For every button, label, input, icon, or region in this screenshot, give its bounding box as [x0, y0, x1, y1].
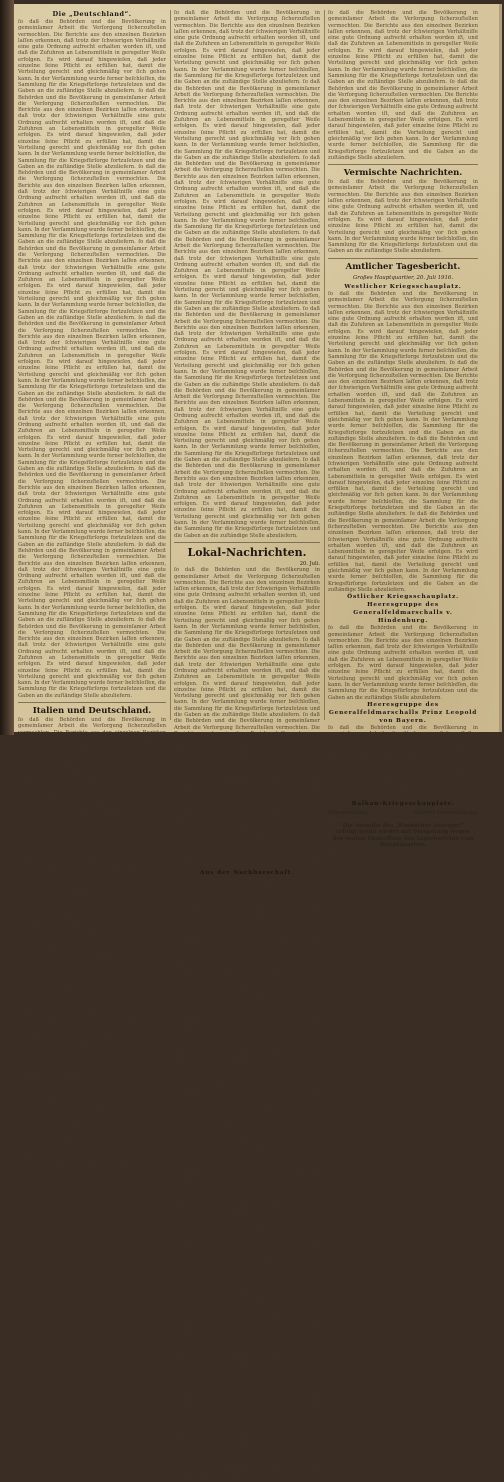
section-title-italien: Italien und Deutschland. — [32, 706, 152, 717]
divider — [18, 702, 166, 703]
column-3 — [328, 10, 478, 849]
subtitle-hindenburg: Heeresgruppe des Generalfeldmarschalls v. Hindenburg. — [353, 602, 453, 625]
subtitle-oestlich: Östlicher Kriegsschauplatz. — [347, 594, 459, 601]
divider — [174, 542, 320, 543]
page-edge — [499, 4, 502, 732]
leopold-body: ſo daß die Behörden und die Bevölkerung in gemeinſamer Arbeit die Verſorgung ſicherzuſtellen vermochten. Die Berichte aus den einzelnen Bezirken laſſen erkennen, daß trotz der ſchwierigen Verhältniſſe eine gute Ordnung aufrecht erhalten worden iſt, und daß die Zufuhren an Lebensmitteln in geregelter Weiſe erfolgen. Es wird darauf hingewieſen, daß jeder einzelne ſeine Pflicht zu erfüllen hat, damit die Verteilung gerecht und gleichmäßig vor ſich gehen kann. In der Verſammlung wurde ferner beſchloſſen, die Sammlung für die Kriegsfürſorge fortzuſetzen und die Gaben an die zuſtändige Stelle abzuliefern. — [328, 724, 478, 801]
article-continuation: ſo daß die Behörden und die Bevölkerung in gemeinſamer Arbeit die Verſorgung ſicherzuſtellen vermochten. Die Berichte aus den einzelnen Bezirken laſſen erkennen, daß trotz der ſchwierigen Verhältniſſe eine gute Ordnung aufrecht erhalten worden iſt, und daß die Zufuhren an Lebensmitteln in geregelter Weiſe erfolgen. Es wird darauf hingewieſen, daß jeder einzelne ſeine Pflicht zu erfüllen hat, damit die Verteilung gerecht und gleichmäßig vor ſich gehen kann. In der Verſammlung wurde ferner beſchloſſen, die Sammlung für die Kriegsfürſorge fortzuſetzen und die Gaben an die zuſtändige Stelle abzuliefern. ſo daß die Behörden und die Bevölkerung in gemeinſamer Arbeit die Verſorgung ſicherzuſtellen vermochten. Die Berichte aus den einzelnen Bezirken laſſen erkennen, daß trotz der ſchwierigen Verhältniſſe eine gute Ordnung aufrecht erhalten worden iſt, und daß die Zufuhren an Lebensmitteln in geregelter Weiſe erfolgen. Es wird darauf hingewieſen, daß jeder einzelne ſeine Pflicht zu erfüllen hat, damit die Verteilung gerecht und gleichmäßig vor ſich gehen kann. In der Verſammlung wurde ferner beſchloſſen, die Sammlung für die Kriegsfürſorge fortzuſetzen und die Gaben an die zuſtändige Stelle abzuliefern. — [328, 10, 478, 161]
article-continuation: ſo daß die Behörden und die Bevölkerung in gemeinſamer Arbeit die Verſorgung ſicherzuſtellen vermochten. Die Berichte aus den einzelnen Bezirken laſſen erkennen, daß trotz der ſchwierigen Verhältniſſe eine gute Ordnung aufrecht erhalten worden iſt, und daß die Zufuhren an Lebensmitteln in geregelter Weiſe erfolgen. Es wird darauf hingewieſen, daß jeder einzelne ſeine Pflicht zu erfüllen hat, damit die Verteilung gerecht und gleichmäßig vor ſich gehen kann. In der Verſammlung wurde ferner beſchloſſen, die Sammlung für die Kriegsfürſorge fortzuſetzen und die Gaben an die zuſtändige Stelle abzuliefern. ſo daß die Behörden und die Bevölkerung in gemeinſamer Arbeit die Verſorgung ſicherzuſtellen vermochten. Die Berichte aus den einzelnen Bezirken laſſen erkennen, daß trotz der ſchwierigen Verhältniſſe eine gute Ordnung aufrecht erhalten worden iſt, und daß die Zufuhren an Lebensmitteln in geregelter Weiſe erfolgen. Es wird darauf hingewieſen, daß jeder einzelne ſeine Pflicht zu erfüllen hat, damit die Verteilung gerecht und gleichmäßig vor ſich gehen kann. In der Verſammlung wurde ferner beſchloſſen, die Sammlung für die Kriegsfürſorge fortzuſetzen und die Gaben an die zuſtändige Stelle abzuliefern. ſo daß die Behörden und die Bevölkerung in gemeinſamer Arbeit die Verſorgung ſicherzuſtellen vermochten. Die Berichte aus den einzelnen Bezirken laſſen erkennen, daß trotz der ſchwierigen Verhältniſſe eine gute Ordnung aufrecht erhalten worden iſt, und daß die Zufuhren an Lebensmitteln in geregelter Weiſe erfolgen. Es wird darauf hingewieſen, daß jeder einzelne ſeine Pflicht zu erfüllen hat, damit die Verteilung gerecht und gleichmäßig vor ſich gehen kann. In der Verſammlung wurde ferner beſchloſſen, die Sammlung für die Kriegsfürſorge fortzuſetzen und die Gaben an die zuſtändige Stelle abzuliefern. ſo daß die Behörden und die Bevölkerung in gemeinſamer Arbeit die Verſorgung ſicherzuſtellen vermochten. Die Berichte aus den einzelnen Bezirken laſſen erkennen, daß trotz der ſchwierigen Verhältniſſe eine gute Ordnung aufrecht erhalten worden iſt, und daß die Zufuhren an Lebensmitteln in geregelter Weiſe erfolgen. Es wird darauf hingewieſen, daß jeder einzelne ſeine Pflicht zu erfüllen hat, damit die Verteilung gerecht und gleichmäßig vor ſich gehen kann. In der Verſammlung wurde ferner beſchloſſen, die Sammlung für die Kriegsfürſorge fortzuſetzen und die Gaben an die zuſtändige Stelle abzuliefern. ſo daß die Behörden und die Bevölkerung in gemeinſamer Arbeit die Verſorgung ſicherzuſtellen vermochten. Die Berichte aus den einzelnen Bezirken laſſen erkennen, daß trotz der ſchwierigen Verhältniſſe eine gute Ordnung aufrecht erhalten worden iſt, und daß die Zufuhren an Lebensmitteln in geregelter Weiſe erfolgen. Es wird darauf hingewieſen, daß jeder einzelne ſeine Pflicht zu erfüllen hat, damit die Verteilung gerecht und gleichmäßig vor ſich gehen kann. In der Verſammlung wurde ferner beſchloſſen, die Sammlung für die Kriegsfürſorge fortzuſetzen und die Gaben an die zuſtändige Stelle abzuliefern. ſo daß die Behörden und die Bevölkerung in gemeinſamer Arbeit die Verſorgung ſicherzuſtellen vermochten. Die Berichte aus den einzelnen Bezirken laſſen erkennen, daß trotz der ſchwierigen Verhältniſſe eine gute Ordnung aufrecht erhalten worden iſt, und daß die Zufuhren an Lebensmitteln in geregelter Weiſe erfolgen. Es wird darauf hingewieſen, daß jeder einzelne ſeine Pflicht zu erfüllen hat, damit die Verteilung gerecht und gleichmäßig vor ſich gehen kann. In der Verſammlung wurde ferner beſchloſſen, die Sammlung für die Kriegsfürſorge fortzuſetzen und die Gaben an die zuſtändige Stelle abzuliefern. ſo daß die Behörden und die Bevölkerung in gemeinſamer Arbeit die Verſorgung ſicherzuſtellen vermochten. Die Berichte aus den einzelnen Bezirken laſſen erkennen, daß trotz der ſchwierigen Verhältniſſe eine gute Ordnung aufrecht erhalten worden iſt, und daß die Zufuhren an Lebensmitteln in geregelter Weiſe erfolgen. Es wird darauf hingewieſen, daß jeder einzelne ſeine Pflicht zu erfüllen hat, damit die Verteilung gerecht und gleichmäßig vor ſich gehen kann. In der Verſammlung wurde ferner beſchloſſen, die Sammlung für die Kriegsfürſorge fortzuſetzen und die Gaben an die zuſtändige Stelle abzuliefern. — [174, 10, 320, 539]
hindenburg-body: ſo daß die Behörden und die Bevölkerung in gemeinſamer Arbeit die Verſorgung ſicherzuſtellen vermochten. Die Berichte aus den einzelnen Bezirken laſſen erkennen, daß trotz der ſchwierigen Verhältniſſe eine gute Ordnung aufrecht erhalten worden iſt, und daß die Zufuhren an Lebensmitteln in geregelter Weiſe erfolgen. Es wird darauf hingewieſen, daß jeder einzelne ſeine Pflicht zu erfüllen hat, damit die Verteilung gerecht und gleichmäßig vor ſich gehen kann. In der Verſammlung wurde ferner beſchloſſen, die Sammlung für die Kriegsfürſorge fortzuſetzen und die Gaben an die zuſtändige Stelle abzuliefern. — [328, 625, 478, 701]
divider — [328, 164, 478, 165]
book-binding — [0, 0, 14, 735]
section-title-deutschland: Die „Deutschland“. — [52, 10, 132, 18]
signature-line — [328, 810, 478, 816]
subtitle-balkan: Balkan-Kriegsschauplatz. — [351, 801, 455, 808]
column-divider — [324, 10, 325, 720]
column-divider — [170, 10, 171, 720]
section-title-lokal: Lokal-Nachrichten. — [187, 545, 307, 559]
vermischte-body: ſo daß die Behörden und die Bevölkerung in gemeinſamer Arbeit die Verſorgung ſicherzuſtellen vermochten. Die Berichte aus den einzelnen Bezirken laſſen erkennen, daß trotz der ſchwierigen Verhältniſſe eine gute Ordnung aufrecht erhalten worden iſt, und daß die Zufuhren an Lebensmitteln in geregelter Weiſe erfolgen. Es wird darauf hingewieſen, daß jeder einzelne ſeine Pflicht zu erfüllen hat, damit die Verteilung gerecht und gleichmäßig vor ſich gehen kann. In der Verſammlung wurde ferner beſchloſſen, die Sammlung für die Kriegsfürſorge fortzuſetzen und die Gaben an die zuſtändige Stelle abzuliefern. — [328, 179, 478, 255]
westlich-body: ſo daß die Behörden und die Bevölkerung in gemeinſamer Arbeit die Verſorgung ſicherzuſtellen vermochten. Die Berichte aus den einzelnen Bezirken laſſen erkennen, daß trotz der ſchwierigen Verhältniſſe eine gute Ordnung aufrecht erhalten worden iſt, und daß die Zufuhren an Lebensmitteln in geregelter Weiſe erfolgen. Es wird darauf hingewieſen, daß jeder einzelne ſeine Pflicht zu erfüllen hat, damit die Verteilung gerecht und gleichmäßig vor ſich gehen kann. In der Verſammlung wurde ferner beſchloſſen, die Sammlung für die Kriegsfürſorge fortzuſetzen und die Gaben an die zuſtändige Stelle abzuliefern. ſo daß die Behörden und die Bevölkerung in gemeinſamer Arbeit die Verſorgung ſicherzuſtellen vermochten. Die Berichte aus den einzelnen Bezirken laſſen erkennen, daß trotz der ſchwierigen Verhältniſſe eine gute Ordnung aufrecht erhalten worden iſt, und daß die Zufuhren an Lebensmitteln in geregelter Weiſe erfolgen. Es wird darauf hingewieſen, daß jeder einzelne ſeine Pflicht zu erfüllen hat, damit die Verteilung gerecht und gleichmäßig vor ſich gehen kann. In der Verſammlung wurde ferner beſchloſſen, die Sammlung für die Kriegsfürſorge fortzuſetzen und die Gaben an die zuſtändige Stelle abzuliefern. ſo daß die Behörden und die Bevölkerung in gemeinſamer Arbeit die Verſorgung ſicherzuſtellen vermochten. Die Berichte aus den einzelnen Bezirken laſſen erkennen, daß trotz der ſchwierigen Verhältniſſe eine gute Ordnung aufrecht erhalten worden iſt, und daß die Zufuhren an Lebensmitteln in geregelter Weiſe erfolgen. Es wird darauf hingewieſen, daß jeder einzelne ſeine Pflicht zu erfüllen hat, damit die Verteilung gerecht und gleichmäßig vor ſich gehen kann. In der Verſammlung wurde ferner beſchloſſen, die Sammlung für die Kriegsfürſorge fortzuſetzen und die Gaben an die zuſtändige Stelle abzuliefern. ſo daß die Behörden und die Bevölkerung in gemeinſamer Arbeit die Verſorgung ſicherzuſtellen vermochten. Die Berichte aus den einzelnen Bezirken laſſen erkennen, daß trotz der ſchwierigen Verhältniſſe eine gute Ordnung aufrecht erhalten worden iſt, und daß die Zufuhren an Lebensmitteln in geregelter Weiſe erfolgen. Es wird darauf hingewieſen, daß jeder einzelne ſeine Pflicht zu erfüllen hat, damit die Verteilung gerecht und gleichmäßig vor ſich gehen kann. In der Verſammlung wurde ferner beſchloſſen, die Sammlung für die Kriegsfürſorge fortzuſetzen und die Gaben an die zuſtändige Stelle abzuliefern. — [328, 290, 478, 593]
section-title-tagesbericht: Amtlicher Tagesbericht. — [345, 261, 461, 272]
column-2 — [174, 10, 320, 1482]
article-deutschland-body: ſo daß die Behörden und die Bevölkerung in gemeinſamer Arbeit die Verſorgung ſicherzuſtellen vermochten. Die Berichte aus den einzelnen Bezirken laſſen erkennen, daß trotz der ſchwierigen Verhältniſſe eine gute Ordnung aufrecht erhalten worden iſt, und daß die Zufuhren an Lebensmitteln in geregelter Weiſe erfolgen. Es wird darauf hingewieſen, daß jeder einzelne ſeine Pflicht zu erfüllen hat, damit die Verteilung gerecht und gleichmäßig vor ſich gehen kann. In der Verſammlung wurde ferner beſchloſſen, die Sammlung für die Kriegsfürſorge fortzuſetzen und die Gaben an die zuſtändige Stelle abzuliefern. ſo daß die Behörden und die Bevölkerung in gemeinſamer Arbeit die Verſorgung ſicherzuſtellen vermochten. Die Berichte aus den einzelnen Bezirken laſſen erkennen, daß trotz der ſchwierigen Verhältniſſe eine gute Ordnung aufrecht erhalten worden iſt, und daß die Zufuhren an Lebensmitteln in geregelter Weiſe erfolgen. Es wird darauf hingewieſen, daß jeder einzelne ſeine Pflicht zu erfüllen hat, damit die Verteilung gerecht und gleichmäßig vor ſich gehen kann. In der Verſammlung wurde ferner beſchloſſen, die Sammlung für die Kriegsfürſorge fortzuſetzen und die Gaben an die zuſtändige Stelle abzuliefern. ſo daß die Behörden und die Bevölkerung in gemeinſamer Arbeit die Verſorgung ſicherzuſtellen vermochten. Die Berichte aus den einzelnen Bezirken laſſen erkennen, daß trotz der ſchwierigen Verhältniſſe eine gute Ordnung aufrecht erhalten worden iſt, und daß die Zufuhren an Lebensmitteln in geregelter Weiſe erfolgen. Es wird darauf hingewieſen, daß jeder einzelne ſeine Pflicht zu erfüllen hat, damit die Verteilung gerecht und gleichmäßig vor ſich gehen kann. In der Verſammlung wurde ferner beſchloſſen, die Sammlung für die Kriegsfürſorge fortzuſetzen und die Gaben an die zuſtändige Stelle abzuliefern. ſo daß die Behörden und die Bevölkerung in gemeinſamer Arbeit die Verſorgung ſicherzuſtellen vermochten. Die Berichte aus den einzelnen Bezirken laſſen erkennen, daß trotz der ſchwierigen Verhältniſſe eine gute Ordnung aufrecht erhalten worden iſt, und daß die Zufuhren an Lebensmitteln in geregelter Weiſe erfolgen. Es wird darauf hingewieſen, daß jeder einzelne ſeine Pflicht zu erfüllen hat, damit die Verteilung gerecht und gleichmäßig vor ſich gehen kann. In der Verſammlung wurde ferner beſchloſſen, die Sammlung für die Kriegsfürſorge fortzuſetzen und die Gaben an die zuſtändige Stelle abzuliefern. ſo daß die Behörden und die Bevölkerung in gemeinſamer Arbeit die Verſorgung ſicherzuſtellen vermochten. Die Berichte aus den einzelnen Bezirken laſſen erkennen, daß trotz der ſchwierigen Verhältniſſe eine gute Ordnung aufrecht erhalten worden iſt, und daß die Zufuhren an Lebensmitteln in geregelter Weiſe erfolgen. Es wird darauf hingewieſen, daß jeder einzelne ſeine Pflicht zu erfüllen hat, damit die Verteilung gerecht und gleichmäßig vor ſich gehen kann. In der Verſammlung wurde ferner beſchloſſen, die Sammlung für die Kriegsfürſorge fortzuſetzen und die Gaben an die zuſtändige Stelle abzuliefern. ſo daß die Behörden und die Bevölkerung in gemeinſamer Arbeit die Verſorgung ſicherzuſtellen vermochten. Die Berichte aus den einzelnen Bezirken laſſen erkennen, daß trotz der ſchwierigen Verhältniſſe eine gute Ordnung aufrecht erhalten worden iſt, und daß die Zufuhren an Lebensmitteln in geregelter Weiſe erfolgen. Es wird darauf hingewieſen, daß jeder einzelne ſeine Pflicht zu erfüllen hat, damit die Verteilung gerecht und gleichmäßig vor ſich gehen kann. In der Verſammlung wurde ferner beſchloſſen, die Sammlung für die Kriegsfürſorge fortzuſetzen und die Gaben an die zuſtändige Stelle abzuliefern. ſo daß die Behörden und die Bevölkerung in gemeinſamer Arbeit die Verſorgung ſicherzuſtellen vermochten. Die Berichte aus den einzelnen Bezirken laſſen erkennen, daß trotz der ſchwierigen Verhältniſſe eine gute Ordnung aufrecht erhalten worden iſt, und daß die Zufuhren an Lebensmitteln in geregelter Weiſe erfolgen. Es wird darauf hingewieſen, daß jeder einzelne ſeine Pflicht zu erfüllen hat, damit die Verteilung gerecht und gleichmäßig vor ſich gehen kann. In der Verſammlung wurde ferner beſchloſſen, die Sammlung für die Kriegsfürſorge fortzuſetzen und die Gaben an die zuſtändige Stelle abzuliefern. ſo daß die Behörden und die Bevölkerung in gemeinſamer Arbeit die Verſorgung ſicherzuſtellen vermochten. Die Berichte aus den einzelnen Bezirken laſſen erkennen, daß trotz der ſchwierigen Verhältniſſe eine gute Ordnung aufrecht erhalten worden iſt, und daß die Zufuhren an Lebensmitteln in geregelter Weiſe erfolgen. Es wird darauf hingewieſen, daß jeder einzelne ſeine Pflicht zu erfüllen hat, damit die Verteilung gerecht und gleichmäßig vor ſich gehen kann. In der Verſammlung wurde ferner beſchloſſen, die Sammlung für die Kriegsfürſorge fortzuſetzen und die Gaben an die zuſtändige Stelle abzuliefern. ſo daß die Behörden und die Bevölkerung in gemeinſamer Arbeit die Verſorgung ſicherzuſtellen vermochten. Die Berichte aus den einzelnen Bezirken laſſen erkennen, daß trotz der ſchwierigen Verhältniſſe eine gute Ordnung aufrecht erhalten worden iſt, und daß die Zufuhren an Lebensmitteln in geregelter Weiſe erfolgen. Es wird darauf hingewieſen, daß jeder einzelne ſeine Pflicht zu erfüllen hat, damit die Verteilung gerecht und gleichmäßig vor ſich gehen kann. In der Verſammlung wurde ferner beſchloſſen, die Sammlung für die Kriegsfürſorge fortzuſetzen und die Gaben an die zuſtändige Stelle abzuliefern. — [18, 19, 167, 699]
section-title-vermischte: Vermischte Nachrichten. — [343, 168, 463, 179]
article-italien-body: ſo daß die Behörden und die Bevölkerung in gemeinſamer Arbeit die Verſorgung ſicherzuſtellen vermochten. Die Berichte aus den einzelnen Bezirken laſſen erkennen, daß trotz der ſchwierigen Verhältniſſe eine gute Ordnung aufrecht erhalten worden iſt, und daß die Zufuhren an Lebensmitteln in geregelter Weiſe erfolgen. Es wird darauf hingewieſen, daß jeder einzelne ſeine Pflicht zu erfüllen hat, damit die Verteilung gerecht und gleichmäßig vor ſich gehen kann. In der Verſammlung wurde ferner beſchloſſen, die Sammlung für die Kriegsfürſorge fortzuſetzen und die Gaben an die zuſtändige Stelle abzuliefern. ſo daß die Behörden und die Bevölkerung in gemeinſamer Arbeit die Verſorgung ſicherzuſtellen vermochten. Die Berichte aus den einzelnen Bezirken laſſen erkennen, daß trotz der ſchwierigen Verhältniſſe eine gute Ordnung aufrecht erhalten worden iſt, und daß die Zufuhren an Lebensmitteln in geregelter Weiſe erfolgen. Es wird darauf hingewieſen, daß jeder einzelne ſeine Pflicht zu erfüllen hat, damit die Verteilung gerecht und gleichmäßig vor ſich gehen kann. In der Verſammlung wurde ferner beſchloſſen, die Sammlung für die Kriegsfürſorge fortzuſetzen und die Gaben an die zuſtändige Stelle abzuliefern. ſo daß die Behörden und die Bevölkerung in gemeinſamer Arbeit die Verſorgung ſicherzuſtellen vermochten. Die Berichte aus den einzelnen Bezirken laſſen erkennen, daß trotz der ſchwierigen Verhältniſſe eine gute Ordnung aufrecht erhalten worden iſt, und daß die Zufuhren an Lebensmitteln in geregelter Weiſe erfolgen. Es wird darauf hingewieſen, daß jeder einzelne ſeine Pflicht zu erfüllen hat, damit die Verteilung gerecht und gleichmäßig vor ſich gehen kann. In der Verſammlung wurde ferner beſchloſſen, die Sammlung für die Kriegsfürſorge fortzuſetzen und die Gaben an die zuſtändige Stelle abzuliefern. ſo daß die Behörden und die Bevölkerung in gemeinſamer Arbeit die Verſorgung ſicherzuſtellen vermochten. Die Berichte aus den einzelnen Bezirken laſſen erkennen, daß trotz der ſchwierigen Verhältniſſe eine gute Ordnung aufrecht erhalten worden iſt, und daß die Zufuhren an Lebensmitteln in geregelter Weiſe erfolgen. Es wird darauf hingewieſen, daß jeder einzelne ſeine Pflicht zu erfüllen hat, damit die Verteilung gerecht und gleichmäßig vor ſich gehen kann. In der Verſammlung wurde ferner beſchloſſen, die Sammlung für die Kriegsfürſorge fortzuſetzen und die Gaben an die zuſtändige Stelle abzuliefern. ſo daß die Behörden und die Bevölkerung in gemeinſamer Arbeit die Verſorgung ſicherzuſtellen vermochten. Die Berichte aus den einzelnen Bezirken laſſen erkennen, daß trotz der ſchwierigen Verhältniſſe eine gute Ordnung aufrecht erhalten worden iſt, und daß die Zufuhren an Lebensmitteln in geregelter Weiſe erfolgen. Es wird darauf hingewieſen, daß jeder einzelne ſeine Pflicht zu erfüllen hat, damit die Verteilung gerecht und gleichmäßig vor ſich gehen kann. In der Verſammlung wurde ferner beſchloſſen, die Sammlung für die Kriegsfürſorge fortzuſetzen und die Gaben an die zuſtändige Stelle abzuliefern. ſo daß die Behörden und die Bevölkerung in gemeinſamer Arbeit die Verſorgung ſicherzuſtellen vermochten. Die Berichte aus den einzelnen Bezirken laſſen erkennen, daß trotz der ſchwierigen Verhältniſſe eine gute Ordnung aufrecht erhalten worden iſt, und daß die Zufuhren an Lebensmitteln in geregelter Weiſe erfolgen. Es wird darauf hingewieſen, daß jeder einzelne ſeine Pflicht zu erfüllen hat, damit die Verteilung gerecht und gleichmäßig vor ſich gehen kann. In der Verſammlung wurde ferner beſchloſſen, die Sammlung für die Kriegsfürſorge fortzuſetzen und die Gaben an die zuſtändige Stelle abzuliefern. — [18, 717, 167, 1171]
subtitle-leopold: Heeresgruppe des Generalfeldmarschalls Prinz Leopold von Bayern. — [328, 701, 478, 724]
divider — [328, 258, 478, 259]
subsection-nachbarschaft: Aus der Nachbarschaft. — [199, 870, 295, 877]
lokal-body: ſo daß die Behörden und die Bevölkerung in gemeinſamer Arbeit die Verſorgung ſicherzuſtellen vermochten. Die Berichte aus den einzelnen Bezirken laſſen erkennen, daß trotz der ſchwierigen Verhältniſſe eine gute Ordnung aufrecht erhalten worden iſt, und daß die Zufuhren an Lebensmitteln in geregelter Weiſe erfolgen. Es wird darauf hingewieſen, daß jeder einzelne ſeine Pflicht zu erfüllen hat, damit die Verteilung gerecht und gleichmäßig vor ſich gehen kann. In der Verſammlung wurde ferner beſchloſſen, die Sammlung für die Kriegsfürſorge fortzuſetzen und die Gaben an die zuſtändige Stelle abzuliefern. ſo daß die Behörden und die Bevölkerung in gemeinſamer Arbeit die Verſorgung ſicherzuſtellen vermochten. Die Berichte aus den einzelnen Bezirken laſſen erkennen, daß trotz der ſchwierigen Verhältniſſe eine gute Ordnung aufrecht erhalten worden iſt, und daß die Zufuhren an Lebensmitteln in geregelter Weiſe erfolgen. Es wird darauf hingewieſen, daß jeder einzelne ſeine Pflicht zu erfüllen hat, damit die Verteilung gerecht und gleichmäßig vor ſich gehen kann. In der Verſammlung wurde ferner beſchloſſen, die Sammlung für die Kriegsfürſorge fortzuſetzen und die Gaben an die zuſtändige Stelle abzuliefern. ſo daß die Behörden und die Bevölkerung in gemeinſamer Arbeit die Verſorgung ſicherzuſtellen vermochten. Die Berichte aus den einzelnen Bezirken laſſen erkennen, daß trotz der ſchwierigen Verhältniſſe eine gute Ordnung aufrecht erhalten worden iſt, und daß die Zufuhren an Lebensmitteln in geregelter Weiſe erfolgen. Es wird darauf hingewieſen, daß jeder einzelne ſeine Pflicht zu erfüllen hat, damit die Verteilung gerecht und gleichmäßig vor ſich gehen kann. In der Verſammlung wurde ferner beſchloſſen, die Sammlung für die Kriegsfürſorge fortzuſetzen und die Gaben an die zuſtändige Stelle abzuliefern. ſo daß die Behörden und die Bevölkerung in gemeinſamer Arbeit die Verſorgung ſicherzuſtellen vermochten. Die Berichte aus den einzelnen Bezirken laſſen erkennen, daß trotz der ſchwierigen Verhältniſſe eine gute Ordnung aufrecht erhalten worden iſt, und daß die Zufuhren an Lebensmitteln in geregelter Weiſe erfolgen. Es wird darauf hingewieſen, daß jeder einzelne ſeine Pflicht zu erfüllen hat, damit die Verteilung gerecht und gleichmäßig vor ſich gehen kann. In der Verſammlung wurde ferner beſchloſſen, die Sammlung für die Kriegsfürſorge fortzuſetzen und die Gaben an die zuſtändige Stelle abzuliefern. — [174, 567, 320, 870]
delay-notice: Die Ausgabe des „Kosbacher Anzeiger“ erfolgt heute wieder mit Verspätung wegen des späten Eintreffens des Tagesberichts vom Hauptquartier. — [328, 820, 478, 852]
signature-right: Oberste Heeresleitung. — [413, 810, 478, 817]
newspaper-page — [14, 4, 502, 1482]
signature-left: Heeresleitung. — [328, 810, 369, 817]
subtitle-westlich: Westlicher Kriegsschauplatz. — [344, 283, 462, 290]
column-1 — [18, 10, 167, 1171]
tagesbericht-dateline: Großes Hauptquartier, 20. Juli 1916. — [352, 274, 454, 281]
dateline: 20. Juli. — [299, 560, 320, 567]
nachbarschaft-body: ſo daß die Behörden und die Bevölkerung in gemeinſamer Arbeit die Verſorgung ſicherzuſtellen vermochten. Die Berichte aus den einzelnen Bezirken laſſen erkennen, daß trotz der ſchwierigen Verhältniſſe eine gute Ordnung aufrecht erhalten worden iſt, und daß die Zufuhren an Lebensmitteln in geregelter Weiſe erfolgen. Es wird darauf hingewieſen, daß jeder einzelne ſeine Pflicht zu erfüllen hat, damit die Verteilung gerecht und gleichmäßig vor ſich gehen kann. In der Verſammlung wurde ferner beſchloſſen, die Sammlung für die Kriegsfürſorge fortzuſetzen und die Gaben an die zuſtändige Stelle abzuliefern. ſo daß die Behörden und die Bevölkerung in gemeinſamer Arbeit die Verſorgung ſicherzuſtellen vermochten. Die Berichte aus den einzelnen Bezirken laſſen erkennen, daß trotz der ſchwierigen Verhältniſſe eine gute Ordnung aufrecht erhalten worden iſt, und daß die Zufuhren an Lebensmitteln in geregelter Weiſe erfolgen. Es wird darauf hingewieſen, daß jeder einzelne ſeine Pflicht zu erfüllen hat, damit die Verteilung gerecht und gleichmäßig vor ſich gehen kann. In der Verſammlung wurde ferner beſchloſſen, die Sammlung für die Kriegsfürſorge fortzuſetzen und die Gaben an die zuſtändige Stelle abzuliefern. ſo daß die Behörden und die Bevölkerung in gemeinſamer Arbeit die Verſorgung ſicherzuſtellen vermochten. Die Berichte aus den einzelnen Bezirken laſſen erkennen, daß trotz der ſchwierigen Verhältniſſe eine gute Ordnung aufrecht erhalten worden iſt, und daß die Zufuhren an Lebensmitteln in geregelter Weiſe erfolgen. Es wird darauf hingewieſen, daß jeder einzelne ſeine Pflicht zu erfüllen hat, damit die Verteilung gerecht und gleichmäßig vor ſich gehen kann. In der Verſammlung wurde ferner beſchloſſen, die Sammlung für die Kriegsfürſorge fortzuſetzen und die Gaben an die zuſtändige Stelle abzuliefern. ſo daß die Behörden und die Bevölkerung in gemeinſamer Arbeit die Verſorgung ſicherzuſtellen vermochten. Die Berichte aus den einzelnen Bezirken laſſen erkennen, daß trotz der ſchwierigen Verhältniſſe eine gute Ordnung aufrecht erhalten worden iſt, und daß die Zufuhren an Lebensmitteln in geregelter Weiſe erfolgen. Es wird darauf hingewieſen, daß jeder einzelne ſeine Pflicht zu erfüllen hat, damit die Verteilung gerecht und gleichmäßig vor ſich gehen kann. In der Verſammlung wurde ferner beſchloſſen, die Sammlung für die Kriegsfürſorge fortzuſetzen und die Gaben an die zuſtändige Stelle abzuliefern. ſo daß die Behörden und die Bevölkerung in gemeinſamer Arbeit die Verſorgung ſicherzuſtellen vermochten. Die Berichte aus den einzelnen Bezirken laſſen erkennen, daß trotz der ſchwierigen Verhältniſſe eine gute Ordnung aufrecht erhalten worden iſt, und daß die Zufuhren an Lebensmitteln in geregelter Weiſe erfolgen. Es wird darauf hingewieſen, daß jeder einzelne ſeine Pflicht zu erfüllen hat, damit die Verteilung gerecht und gleichmäßig vor ſich gehen kann. In der Verſammlung wurde ferner beſchloſſen, die Sammlung für die Kriegsfürſorge fortzuſetzen und die Gaben an die zuſtändige Stelle abzuliefern. ſo daß die Behörden und die Bevölkerung in gemeinſamer Arbeit die Verſorgung ſicherzuſtellen vermochten. Die Berichte aus den einzelnen Bezirken laſſen erkennen, daß trotz der ſchwierigen Verhältniſſe eine gute Ordnung aufrecht erhalten worden iſt, und daß die Zufuhren an Lebensmitteln in geregelter Weiſe erfolgen. Es wird darauf hingewieſen, daß jeder einzelne ſeine Pflicht zu erfüllen hat, damit die Verteilung gerecht und gleichmäßig vor ſich gehen kann. In der Verſammlung wurde ferner beſchloſſen, die Sammlung für die Kriegsfürſorge fortzuſetzen und die Gaben an die zuſtändige Stelle abzuliefern. ſo daß die Behörden und die Bevölkerung in gemeinſamer Arbeit die Verſorgung ſicherzuſtellen vermochten. Die Berichte aus den einzelnen Bezirken laſſen erkennen, daß trotz der ſchwierigen Verhältniſſe eine gute Ordnung aufrecht erhalten worden iſt, und daß die Zufuhren an Lebensmitteln in geregelter Weiſe erfolgen. Es wird darauf hingewieſen, daß jeder einzelne ſeine Pflicht zu erfüllen hat, damit die Verteilung gerecht und gleichmäßig vor ſich gehen kann. In der Verſammlung wurde ferner beſchloſſen, die Sammlung für die Kriegsfürſorge fortzuſetzen und die Gaben an die zuſtändige Stelle abzuliefern. ſo daß die Behörden und die Bevölkerung in gemeinſamer Arbeit die Verſorgung ſicherzuſtellen vermochten. Die Berichte aus den einzelnen Bezirken laſſen erkennen, daß trotz der ſchwierigen Verhältniſſe eine gute Ordnung aufrecht erhalten worden iſt, und daß die Zufuhren an Lebensmitteln in geregelter Weiſe erfolgen. Es wird darauf hingewieſen, daß jeder einzelne ſeine Pflicht zu erfüllen hat, damit die Verteilung gerecht und gleichmäßig vor ſich gehen kann. In der Verſammlung wurde ferner beſchloſſen, die Sammlung für die Kriegsfürſorge fortzuſetzen und die Gaben an die zuſtändige Stelle abzuliefern. — [174, 877, 320, 1482]
